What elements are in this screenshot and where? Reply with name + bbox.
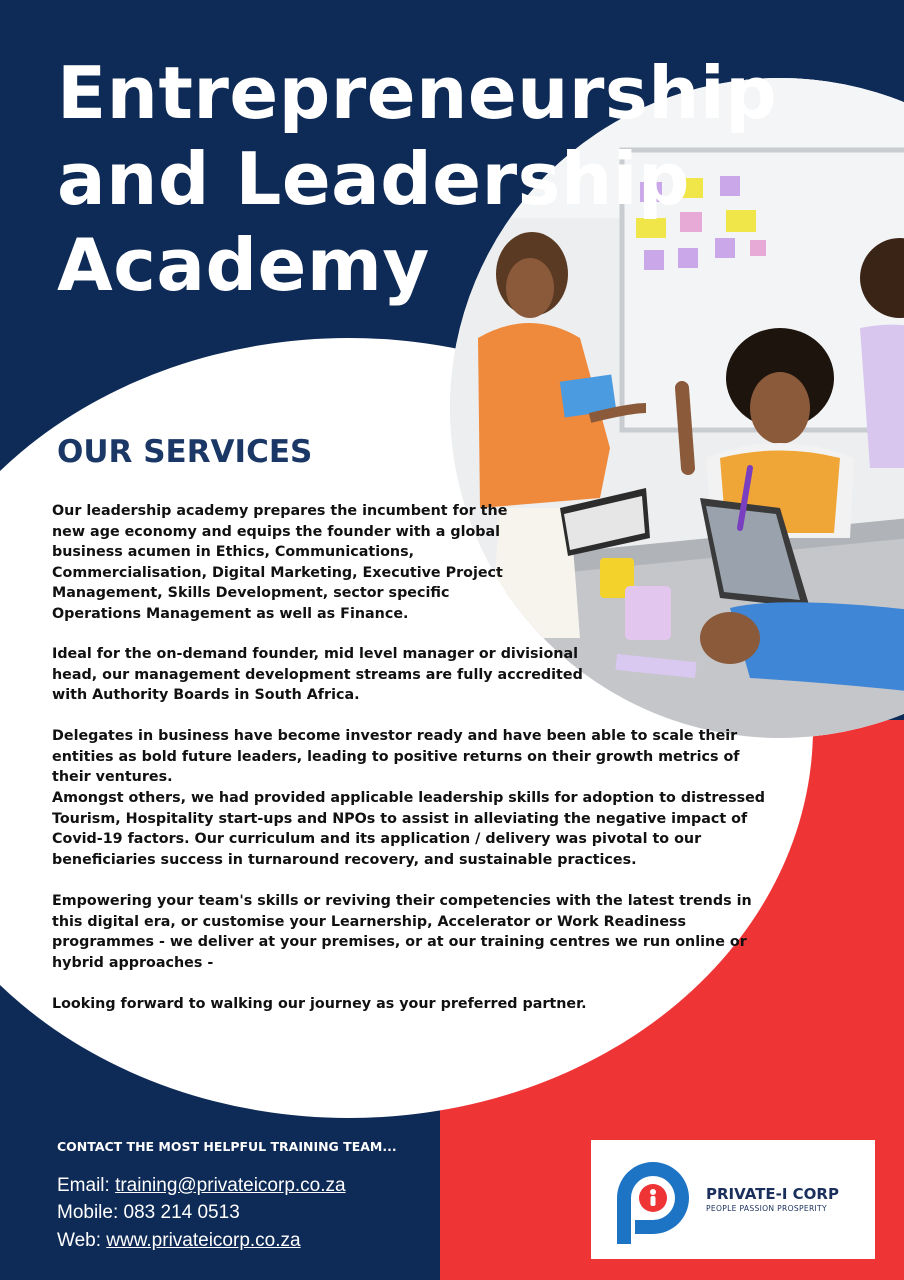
contact-email-line xyxy=(57,1175,346,1197)
services-heading: OUR SERVICES xyxy=(57,434,313,470)
services-paragraph-3: Delegates in business have become investor ready and have been able to scale their entities as bold future leaders, leading to positive returns on their growth metrics of their ventures. xyxy=(52,728,740,786)
logo-tagline: PEOPLE PASSION PROSPERITY xyxy=(706,1204,827,1213)
company-logo xyxy=(591,1140,875,1259)
services-paragraph-2: Ideal for the on-demand founder, mid level manager or divisional head, our management development streams are fully accredited with Authority Boards in South Africa. xyxy=(52,646,583,704)
services-paragraph-6: Looking forward to walking our journey as your preferred partner. xyxy=(52,996,587,1012)
private-i-logo-icon xyxy=(609,1158,699,1244)
page-title: Entrepreneurship and Leadership Academy xyxy=(57,51,778,307)
services-paragraph-4: Amongst others, we had provided applicable leadership skills for adoption to distressed Tourism, Hospitality start-ups and NPOs to assist in alleviating the negative impact of Covid-19 factors. Our curriculum and its application / delivery was pivotal to our beneficiaries success in turnaround recovery, and sustainable practices. xyxy=(52,790,766,868)
website-link[interactable]: www.privateicorp.co.za xyxy=(106,1230,301,1251)
mobile-number: 083 214 0513 xyxy=(123,1202,240,1223)
contact-web-line xyxy=(57,1230,301,1252)
web-label: Web: xyxy=(57,1230,107,1251)
email-label: Email: xyxy=(57,1175,116,1196)
mobile-label: Mobile: xyxy=(57,1202,124,1223)
services-paragraph-5: Empowering your team's skills or reviving their competencies with the latest trends in this digital era, or customise your Learnership, Accelerator or Work Readiness programmes - we deliver at your premises, or at our training centres we run online or hybrid approaches - xyxy=(52,893,752,971)
email-link[interactable]: training@privateicorp.co.za xyxy=(115,1175,346,1196)
services-paragraph-1: Our leadership academy prepares the incumbent for the new age economy and equips the founder with a global business acumen in Ethics, Communications, Commercialisation, Digital Marketing, Executive Project Management, Skills Development, sector specific Operations Management as well as Finance. xyxy=(52,503,508,622)
contact-mobile-line xyxy=(57,1202,240,1224)
logo-company-name: PRIVATE-I CORP xyxy=(706,1185,839,1203)
contact-heading: CONTACT THE MOST HELPFUL TRAINING TEAM... xyxy=(57,1139,397,1154)
